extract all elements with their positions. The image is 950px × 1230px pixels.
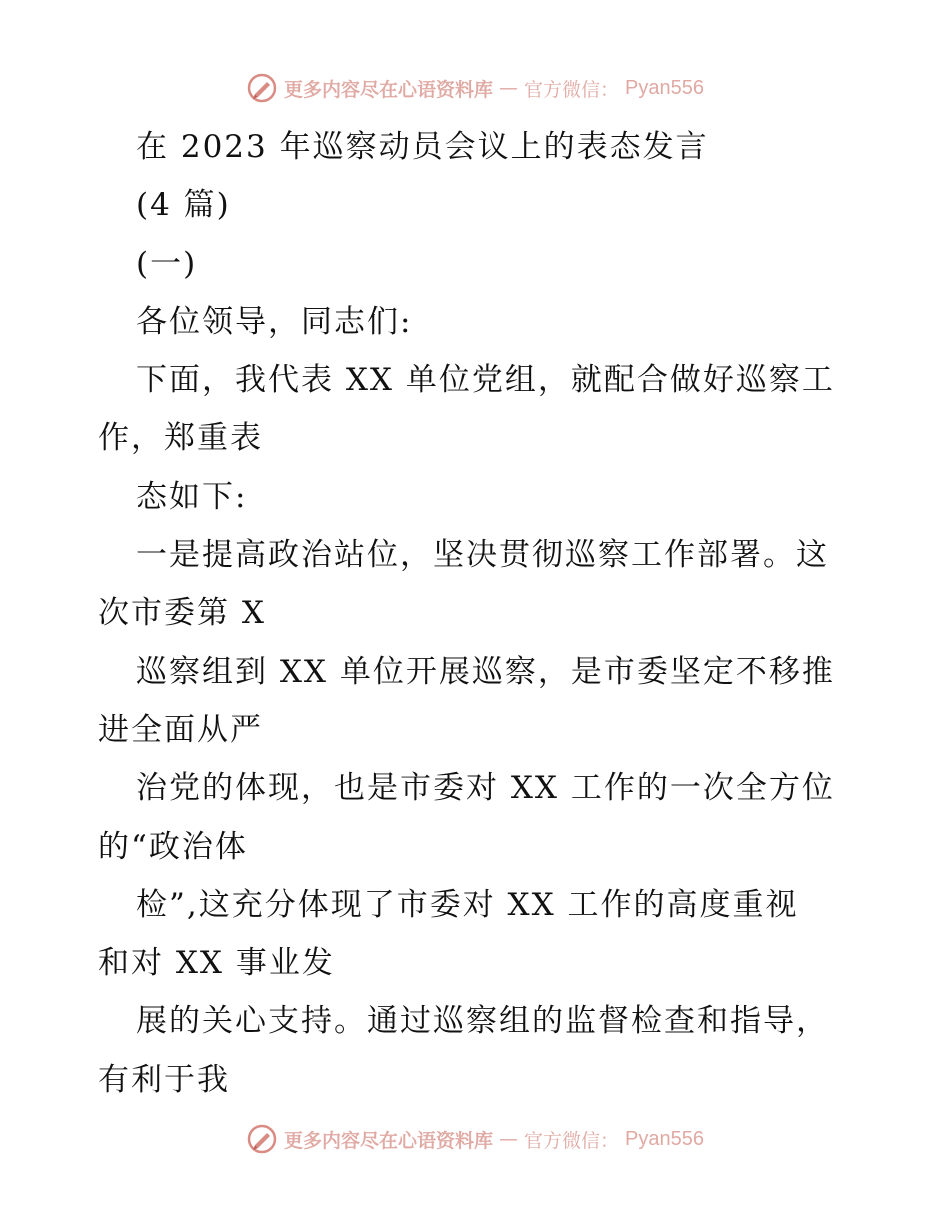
doc-line: 和对 XX 事业发 <box>98 945 335 982</box>
watermark-separator: — <box>499 1128 519 1150</box>
doc-line: 作，郑重表 <box>98 420 263 457</box>
footer-watermark <box>0 1123 950 1155</box>
doc-line: 下面，我代表 XX 单位党组，就配合做好巡察工 <box>136 362 835 399</box>
watermark-wechat-label: 官方微信： <box>524 1129 620 1152</box>
doc-line: 的“政治体 <box>98 828 248 865</box>
doc-title: 在 2023 年巡察动员会议上的表态发言 <box>136 129 709 165</box>
doc-line: 一是提高政治站位，坚决贯彻巡察工作部署。这 <box>136 537 829 574</box>
doc-line: 各位领导，同志们: <box>136 303 413 340</box>
header-watermark <box>0 72 950 104</box>
watermark-text: 更多内容尽在心语资料库 <box>284 1129 494 1152</box>
watermark-wechat-id: Pyan556 <box>625 76 704 99</box>
doc-line: 展的关心支持。通过巡察组的监督检查和指导， <box>136 1003 829 1040</box>
doc-line: 进全面从严 <box>98 711 263 748</box>
watermark-text: 更多内容尽在心语资料库 <box>284 78 494 101</box>
doc-line: 检”,这充分体现了市委对 XX 工作的高度重视 <box>136 886 799 923</box>
document-body <box>98 118 858 1109</box>
doc-line: (4 篇) <box>136 187 231 224</box>
pen-logo-icon <box>246 72 278 104</box>
doc-line: 治党的体现，也是市委对 XX 工作的一次全方位 <box>136 770 835 807</box>
doc-line: 态如下: <box>136 478 248 515</box>
pen-logo-icon <box>246 1123 278 1155</box>
watermark-wechat-label: 官方微信： <box>524 78 620 101</box>
doc-line: (一) <box>136 245 198 282</box>
doc-line: 有利于我 <box>98 1061 230 1098</box>
watermark-separator: — <box>499 77 519 99</box>
doc-line: 巡察组到 XX 单位开展巡察，是市委坚定不移推 <box>136 653 835 690</box>
doc-line: 次市委第 X <box>98 595 266 632</box>
watermark-wechat-id: Pyan556 <box>625 1127 704 1150</box>
